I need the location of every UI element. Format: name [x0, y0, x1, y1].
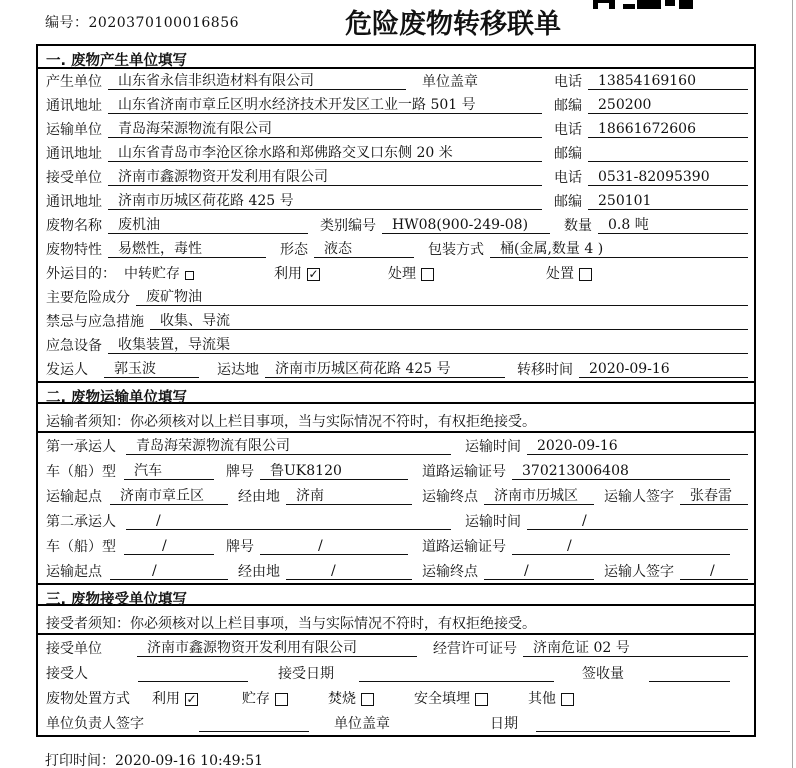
first-carrier-row	[38, 433, 754, 458]
purpose-treat-checkbox	[421, 268, 434, 281]
page-title: 危险废物转移联单	[345, 9, 561, 40]
section1-header: 一. 废物产生单位填写	[38, 46, 754, 69]
route-end-value: /	[484, 563, 594, 580]
transport-time-value: 2020-09-16	[527, 438, 748, 455]
purpose-transfer-checkbox	[185, 271, 194, 280]
shipper-row	[38, 357, 754, 381]
route-end-label: 运输终点	[422, 564, 478, 580]
transport-time-value: /	[527, 513, 748, 530]
producer-address-row	[38, 93, 754, 117]
receiver-tel-label: 电话	[554, 170, 582, 186]
postcode-label: 邮编	[554, 98, 582, 114]
producer-tel-label: 电话	[554, 74, 582, 90]
seal-label: 单位盖章	[422, 74, 478, 90]
route-row-2	[38, 558, 754, 583]
address-label: 通讯地址	[46, 194, 102, 210]
second-carrier-row	[38, 508, 754, 533]
first-carrier-value: 青岛海荣源物流有限公司	[126, 438, 451, 455]
waste-character-row	[38, 237, 754, 261]
accept-person-value	[138, 666, 248, 682]
taboo-row	[38, 309, 754, 333]
quantity-value: 0.8 吨	[598, 217, 748, 234]
disposal-store-label: 贮存	[242, 691, 270, 707]
address-value: 山东省济南市章丘区明水经济技术开发区工业一路 501 号	[108, 97, 542, 114]
transfer-time-label: 转移时间	[517, 362, 573, 378]
equipment-value: 收集装置，导流渠	[108, 337, 748, 354]
plate-label: 牌号	[226, 539, 254, 555]
route-end-label: 运输终点	[422, 489, 478, 505]
transfer-time-value: 2020-09-16	[579, 361, 748, 378]
vehicle-type-value: 汽车	[124, 463, 214, 480]
receiver-value: 济南市鑫源物资开发利用有限公司	[108, 169, 542, 186]
accept-unit-label: 接受单位	[46, 641, 102, 657]
disposal-other-checkbox	[561, 693, 574, 706]
section2-header: 二. 废物运输单位填写	[38, 381, 754, 404]
page-edge-line	[792, 0, 793, 768]
transport-time-label: 运输时间	[465, 439, 521, 455]
accept-person-label: 接受人	[46, 666, 88, 682]
section3-header: 三. 废物接受单位填写	[38, 583, 754, 606]
disposal-use-checkbox-checked: ✓	[186, 692, 197, 706]
route-start-label: 运输起点	[46, 489, 102, 505]
purpose-use-label: 利用	[274, 266, 302, 282]
transporter-address-row	[38, 141, 754, 165]
road-permit-label: 道路运输证号	[422, 539, 506, 555]
disposal-other-label: 其他	[528, 691, 556, 707]
transporter-sign-value: /	[680, 563, 748, 580]
route-start-label: 运输起点	[46, 564, 102, 580]
destination-label: 运达地	[217, 362, 259, 378]
transporter-label: 运输单位	[46, 122, 102, 138]
accept-person-row	[38, 660, 754, 685]
vehicle-type-label: 车（船）型	[46, 539, 116, 555]
postcode-label: 邮编	[554, 146, 582, 162]
license-label: 经营许可证号	[433, 641, 517, 657]
transporter-value: 青岛海荣源物流有限公司	[108, 121, 542, 138]
received-qty-label: 签收量	[582, 666, 624, 682]
print-time	[45, 750, 263, 768]
producer-value: 山东省永信非织造材料有限公司	[108, 73, 406, 90]
document-number-value: 2020370100016856	[88, 15, 240, 31]
shipper-value: 郭玉波	[104, 361, 199, 378]
destination-value: 济南市历城区荷花路 425 号	[265, 361, 505, 378]
transport-time-label: 运输时间	[465, 514, 521, 530]
receiver-tel-value: 0531-82095390	[588, 169, 748, 186]
address-label: 通讯地址	[46, 98, 102, 114]
disposal-method-row	[38, 685, 754, 710]
vehicle-type-value: /	[124, 538, 214, 555]
road-permit-label: 道路运输证号	[422, 464, 506, 480]
route-row	[38, 483, 754, 508]
package-value: 桶(金属,数量 4 )	[490, 241, 748, 258]
plate-value: /	[260, 538, 408, 555]
receiver-row	[38, 165, 754, 189]
character-value: 易燃性，毒性	[108, 241, 266, 258]
vehicle-type-label: 车（船）型	[46, 464, 116, 480]
route-start-value: 济南市章丘区	[110, 488, 228, 505]
form-label: 形态	[280, 242, 308, 258]
character-label: 废物特性	[46, 242, 102, 258]
plate-value: 鲁UK8120	[260, 463, 408, 480]
equipment-row	[38, 333, 754, 357]
transporter-tel-value: 18661672606	[588, 121, 748, 138]
hazard-value: 废矿物油	[136, 289, 748, 306]
shipper-label: 发运人	[46, 362, 88, 378]
postcode-label: 邮编	[554, 194, 582, 210]
print-time-label: 打印时间：	[45, 753, 115, 768]
postcode-value: 250101	[588, 193, 748, 210]
accept-date-value	[359, 666, 554, 682]
accept-date-label: 接受日期	[278, 666, 334, 682]
taboo-value: 收集、导流	[150, 313, 748, 330]
disposal-method-label: 废物处置方式	[46, 691, 130, 707]
route-via-value: /	[286, 563, 412, 580]
sign-date-label: 日期	[490, 716, 518, 732]
purpose-row	[38, 261, 754, 285]
vehicle-row-2	[38, 533, 754, 558]
address-value: 济南市历城区荷花路 425 号	[108, 193, 542, 210]
transporter-sign-label: 运输人签字	[604, 564, 674, 580]
waste-name-row	[38, 213, 754, 237]
address-value: 山东省青岛市李沧区徐水路和郑佛路交叉口东侧 20 米	[108, 145, 542, 162]
receiver-notice: 接受者须知：你必须核对以上栏目事项，当与实际情况不符时，有权拒绝接受。	[38, 606, 754, 635]
receiver-address-row	[38, 189, 754, 213]
received-qty-value	[649, 666, 730, 682]
taboo-label: 禁忌与应急措施	[46, 314, 144, 330]
route-start-value: /	[110, 563, 228, 580]
plate-label: 牌号	[226, 464, 254, 480]
transporter-row	[38, 117, 754, 141]
quantity-label: 数量	[564, 218, 592, 234]
postcode-value	[588, 146, 748, 162]
responsible-sign-row	[38, 710, 754, 735]
route-via-label: 经由地	[238, 489, 280, 505]
print-time-value: 2020-09-16 10:49:51	[115, 753, 264, 768]
accept-unit-row	[38, 635, 754, 660]
purpose-label: 外运目的：	[46, 266, 116, 282]
qr-code-fragment	[593, 0, 695, 9]
route-via-value: 济南	[286, 488, 412, 505]
disposal-landfill-checkbox	[475, 693, 488, 706]
transporter-tel-label: 电话	[554, 122, 582, 138]
purpose-use-checkbox-checked: ✓	[308, 267, 319, 281]
waste-name-label: 废物名称	[46, 218, 102, 234]
responsible-sign-value	[199, 716, 309, 732]
form-value: 液态	[314, 241, 414, 258]
address-label: 通讯地址	[46, 146, 102, 162]
category-value: HW08(900-249-08)	[382, 217, 550, 234]
responsible-sign-label: 单位负责人签字	[46, 716, 144, 732]
road-permit-value: /	[512, 538, 730, 555]
purpose-dispose-label: 处置	[546, 266, 574, 282]
transporter-sign-value: 张春雷	[680, 488, 748, 505]
purpose-treat-label: 处理	[388, 266, 416, 282]
document-number-label: 编号：	[45, 15, 89, 31]
transporter-notice: 运输者须知：你必须核对以上栏目事项，当与实际情况不符时，有权拒绝接受。	[38, 404, 754, 433]
unit-seal-label: 单位盖章	[334, 716, 390, 732]
producer-row	[38, 69, 754, 93]
equipment-label: 应急设备	[46, 338, 102, 354]
package-label: 包装方式	[428, 242, 484, 258]
purpose-transfer-label: 中转贮存	[124, 266, 180, 282]
waste-name-value: 废机油	[108, 217, 308, 234]
postcode-value: 250200	[588, 97, 748, 114]
manifest-form-table	[36, 44, 756, 737]
road-permit-value: 370213006408	[512, 463, 730, 480]
category-label: 类别编号	[320, 218, 376, 234]
vehicle-row	[38, 458, 754, 483]
hazard-label: 主要危险成分	[46, 290, 130, 306]
hazard-row	[38, 285, 754, 309]
receiver-label: 接受单位	[46, 170, 102, 186]
producer-tel-value: 13854169160	[588, 73, 748, 90]
route-end-value: 济南市历城区	[484, 488, 594, 505]
disposal-burn-label: 焚烧	[328, 691, 356, 707]
route-via-label: 经由地	[238, 564, 280, 580]
transporter-sign-label: 运输人签字	[604, 489, 674, 505]
disposal-use-label: 利用	[152, 691, 180, 707]
purpose-dispose-checkbox	[579, 268, 592, 281]
second-carrier-label: 第二承运人	[46, 514, 116, 530]
disposal-burn-checkbox	[361, 693, 374, 706]
accept-unit-value: 济南市鑫源物资开发利用有限公司	[137, 640, 417, 657]
second-carrier-value: /	[126, 513, 451, 530]
license-value: 济南危证 02 号	[523, 640, 748, 657]
disposal-store-checkbox	[275, 693, 288, 706]
disposal-landfill-label: 安全填埋	[414, 691, 470, 707]
sign-date-value	[536, 716, 730, 732]
first-carrier-label: 第一承运人	[46, 439, 116, 455]
producer-label: 产生单位	[46, 74, 102, 90]
